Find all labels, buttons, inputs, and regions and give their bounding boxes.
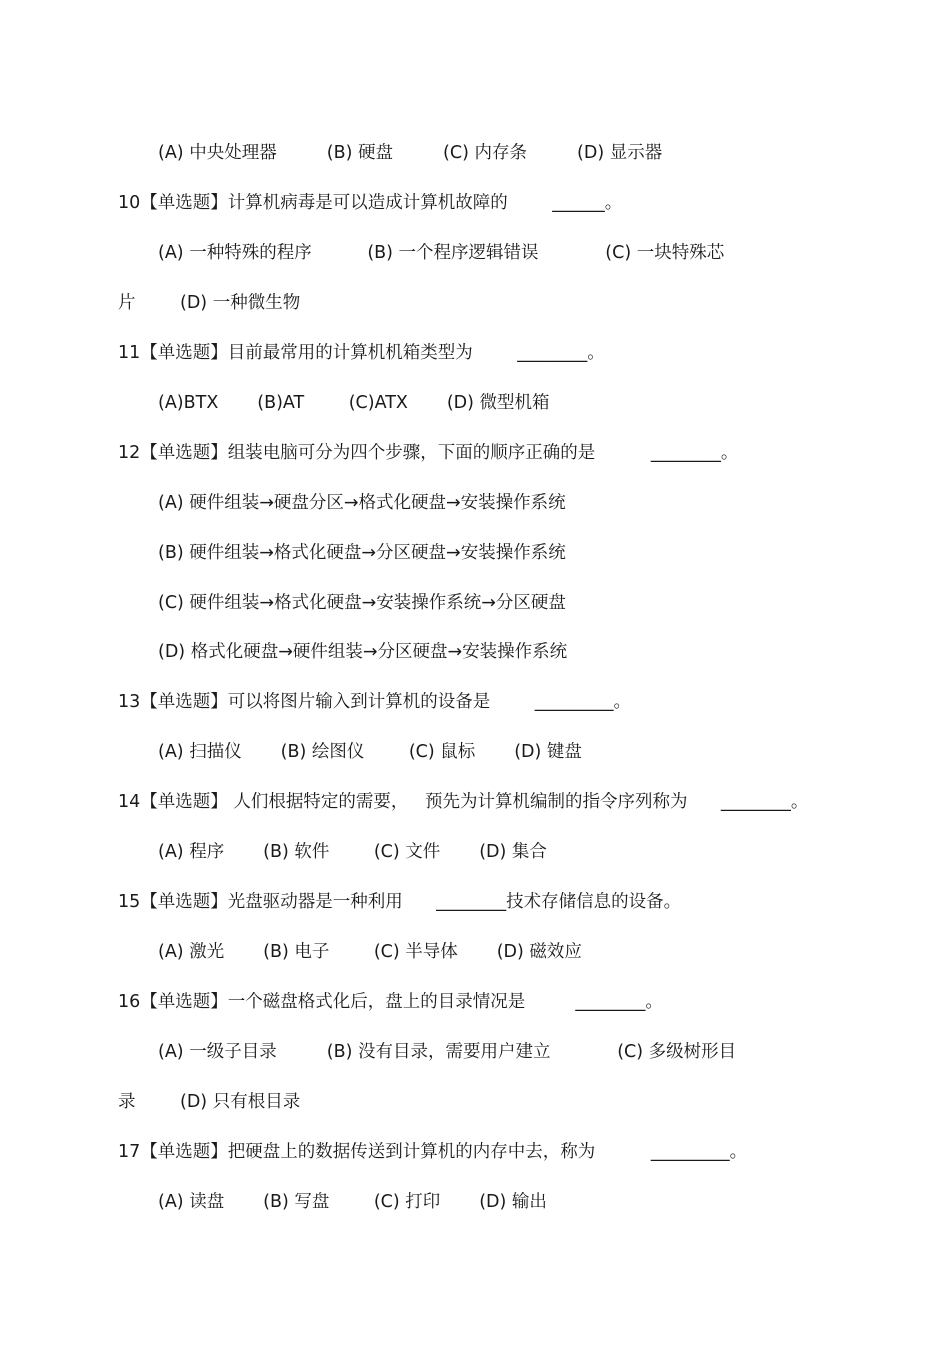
option-q12-a: (A) 硬件组装→硬盘分区→格式化硬盘→安装操作系统 bbox=[158, 493, 566, 513]
option-q12-b: (B) 硬件组装→格式化硬盘→分区硬盘→安装操作系统 bbox=[158, 543, 566, 563]
question-11: 11【单选题】目前最常用的计算机机箱类型为 ________。 bbox=[118, 343, 605, 363]
question-14: 14【单选题】 人们根据特定的需要， 预先为计算机编制的指令序列称为 ________。 bbox=[118, 792, 809, 812]
option-line-q14: (A) 程序 (B) 软件 (C) 文件 (D) 集合 bbox=[158, 842, 547, 862]
option-line-q10-cont: 片 (D) 一种微生物 bbox=[118, 293, 301, 313]
option-q12-d: (D) 格式化硬盘→硬件组装→分区硬盘→安装操作系统 bbox=[158, 642, 568, 662]
question-10: 10【单选题】计算机病毒是可以造成计算机故障的 ______。 bbox=[118, 193, 623, 213]
question-16: 16【单选题】一个磁盘格式化后，盘上的目录情况是 ________。 bbox=[118, 992, 663, 1012]
question-13: 13【单选题】可以将图片输入到计算机的设备是 _________。 bbox=[118, 692, 632, 712]
option-line-q17: (A) 读盘 (B) 写盘 (C) 打印 (D) 输出 bbox=[158, 1192, 547, 1212]
option-line-q16: (A) 一级子目录 (B) 没有目录，需要用户建立 (C) 多级树形目 bbox=[158, 1042, 737, 1062]
option-q12-c: (C) 硬件组装→格式化硬盘→安装操作系统→分区硬盘 bbox=[158, 593, 566, 613]
option-line-q11: (A)BTX (B)AT (C)ATX (D) 微型机箱 bbox=[158, 393, 550, 413]
option-line-q10: (A) 一种特殊的程序 (B) 一个程序逻辑错误 (C) 一块特殊芯 bbox=[158, 243, 725, 263]
option-line-q13: (A) 扫描仪 (B) 绘图仪 (C) 鼠标 (D) 键盘 bbox=[158, 742, 582, 762]
question-15: 15【单选题】光盘驱动器是一种利用 ________技术存储信息的设备。 bbox=[118, 892, 682, 912]
option-line-q9: (A) 中央处理器 (B) 硬盘 (C) 内存条 (D) 显示器 bbox=[158, 143, 663, 163]
option-line-q16-cont: 录 (D) 只有根目录 bbox=[118, 1092, 301, 1112]
option-line-q15: (A) 激光 (B) 电子 (C) 半导体 (D) 磁效应 bbox=[158, 942, 582, 962]
question-17: 17【单选题】把硬盘上的数据传送到计算机的内存中去，称为 _________。 bbox=[118, 1142, 748, 1162]
question-12: 12【单选题】组装电脑可分为四个步骤，下面的顺序正确的是 ________。 bbox=[118, 443, 739, 463]
